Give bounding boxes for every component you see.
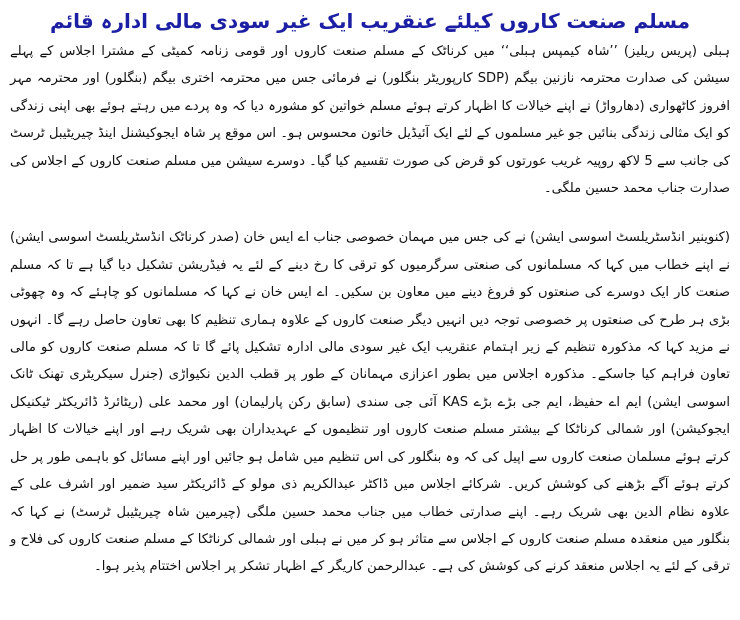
- article-paragraph-1: ہبلی (پریس ریلیز) ’’شاہ کیمپس ہبلی‘‘ میں کرناٹک کے مسلم صنعت کاروں اور قومی زنامہ کمیٹی کے مشترا اجلاس کے پہلے سیشن کی صدارت محترمہ نازنین بیگم (SDP کارپوریٹر بنگلور) نے فرمائی جس میں محترمہ اختری بیگم (بنگلور) اور محترمہ مہر افروز کاٹھواری (دھارواڑ) نے اپنے خیالات کا اظہار کرتے ہوئے مسلم خواتین کو مشورہ دیا کہ وہ پردے میں رہتے ہوئے بھی اپنی زندگی کو ایک مثالی زندگی بنائیں جو غیر مسلموں کے لئے ایک آئیڈیل خاتون محسوس ہو۔ اس موقع پر شاہ ایجوکیشنل اینڈ چیریٹیبل ٹرسٹ کی جانب سے 5 لاکھ روپیہ غریب عورتوں کو قرض کی صورت تقسیم کیا گیا۔ دوسرے سیشن میں مسلم صنعت کاروں کے اجلاس کی صدارت جناب محمد حسین ملگی۔: [10, 44, 731, 197]
- article-paragraph-2: (کنوینیر انڈسٹریلسٹ اسوسی ایشن) نے کی جس میں مہمان خصوصی جناب اے ایس خان (صدر کرناٹک انڈسٹریلسٹ اسوسی ایشن) نے اپنے خطاب میں کہا کہ مسلمانوں کی صنعتی سرگرمیوں کو ترقی کا رخ دینے کے لئے یہ فیڈریشن تشکیل دیا گیا ہے تا کہ مسلم صنعت کار ایک دوسرے کی صنعتوں کو فروغ دینے میں معاون بن سکیں۔ اے ایس خان نے کہا کہ مسلمانوں کو چاہئے کہ وہ چھوٹی بڑی ہر طرح کی صنعتوں پر خصوصی توجہ دیں انہیں دیگر صنعت کاروں کے علاوہ ہماری تنظیم کا بھی تعاون حاصل رہے گا۔ انہوں نے مزید کہا کہ مذکورہ تنظیم کے زیر اہتمام عنقریب ایک غیر سودی مالی ادارہ تشکیل پائے گا تا کہ مسلم صنعت کاروں کو مالی تعاون فراہم کیا جاسکے۔ مذکورہ اجلاس میں بطور اعزازی مہمانان کے طور پر قطب الدین نکیواڑی (جنرل سیکریٹری تھنک ٹانک اسوسی ایشن) ایم اے حفیظ، ایم جی بڑے بڑے KAS آئی جی سندی (سابق رکن پارلیمان) اور محمد علی (ریٹائرڈ ڈائریکٹر ٹیکنیکل ایجوکیشن) اور شمالی کرناٹکا کے بیشتر مسلم صنعت کاروں اور تنظیموں کے عہدیداران بھی شریک رہے اور اپنے خیالات کا اظہار کرتے ہوئے مسلمان صنعت کاروں سے اپیل کی کہ وہ بنگلور کی اس تنظیم میں شامل ہو جائیں اور اپنے مسائل کو باہمی طور پر حل کرتے ہوئے آگے بڑھنے کی کوشش کریں۔ شرکائے اجلاس میں ڈاکٹر عبدالکریم ذی مولو کے ڈائریکٹر سید ضمیر اور اشرف علی کے علاوہ نظام الدین بھی شریک رہے۔ اپنے صدارتی خطاب میں جناب محمد حسین ملگی (چیرمین شاہ چیریٹیبل ٹرسٹ) نے کہا کہ بنگلور میں منعقدہ مسلم صنعت کاروں کے اجلاس سے متاثر ہو کر میں نے ہبلی اور شمالی کرناٹکا کے مسلم صنعت کاروں کی فلاح و ترقی کے لئے یہ اجلاس منعقد کرنے کی کوشش کی ہے۔ عبدالرحمن کاریگر کے اظہار تشکر پر اجلاس اختتام پذیر ہوا۔: [10, 230, 731, 575]
- paragraph-spacer: [10, 202, 730, 224]
- article-headline: مسلم صنعت کاروں کیلئے عنقریب ایک غیر سودی مالی ادارہ قائم: [49, 9, 691, 33]
